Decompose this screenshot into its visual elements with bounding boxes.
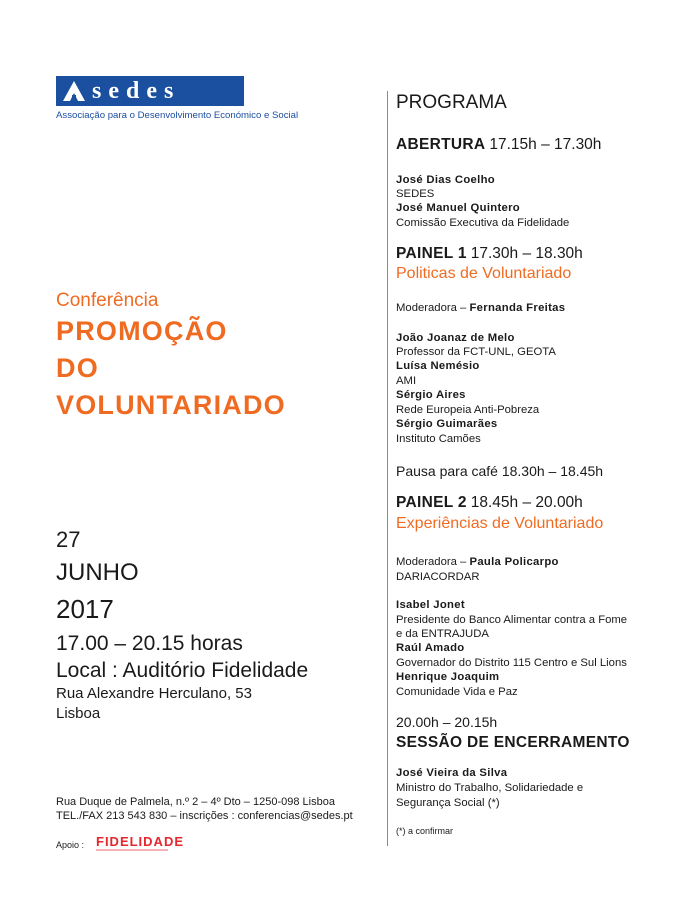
painel2-speaker-2-name: Raúl Amado: [396, 642, 465, 654]
logo-name: sedes: [92, 78, 181, 104]
encerramento-affiliation-line-1: Ministro do Trabalho, Solidariedade e: [396, 782, 584, 794]
event-time: 17.00 – 20.15 horas: [56, 632, 243, 655]
event-location: Local : Auditório Fidelidade: [56, 659, 309, 682]
painel2-speaker-3-affiliation: Comunidade Vida e Paz: [396, 686, 518, 698]
encerramento-title: SESSÃO DE ENCERRAMENTO: [396, 734, 630, 751]
painel1-speaker-4-name: Sérgio Guimarães: [396, 418, 498, 430]
footer-contact: TEL./FAX 213 543 830 – inscrições : conferencias@sedes.pt: [56, 810, 353, 822]
column-divider: [387, 91, 388, 846]
abertura-speaker-2-name: José Manuel Quintero: [396, 202, 521, 214]
confirmation-note: (*) a confirmar: [396, 826, 454, 836]
painel1-moderator-label: Moderadora –: [396, 302, 467, 314]
painel1-time: 17.30h – 18.30h: [470, 245, 583, 262]
painel1-subtitle: Politicas de Voluntariado: [396, 265, 572, 282]
event-city: Lisboa: [56, 705, 101, 722]
event-month: JUNHO: [56, 559, 139, 586]
event-year: 2017: [56, 594, 114, 624]
event-title-line-1: PROMOÇÃO: [56, 316, 228, 346]
sedes-emblem-icon: [62, 80, 86, 102]
apoio-label: Apoio :: [56, 840, 85, 850]
footer-address: Rua Duque de Palmela, n.º 2 – 4º Dto – 1250-098 Lisboa: [56, 796, 335, 808]
painel2-title: PAINEL 2: [396, 494, 467, 511]
logo-subtitle: Associação para o Desenvolvimento Económico e Social: [56, 110, 299, 121]
painel2-moderator: Paula Policarpo: [469, 556, 559, 568]
painel2-speaker-1-name: Isabel Jonet: [396, 599, 465, 611]
programa-heading: PROGRAMA: [396, 92, 507, 113]
painel2-subtitle: Experiências de Voluntariado: [396, 515, 604, 532]
painel2-moderator-label: Moderadora –: [396, 556, 467, 568]
abertura-title: ABERTURA: [396, 136, 486, 153]
abertura-speaker-1-name: José Dias Coelho: [396, 174, 495, 186]
abertura-header: [396, 136, 601, 154]
sedes-logo: [56, 76, 244, 106]
painel1-speaker-3-name: Sérgio Aires: [396, 389, 466, 401]
event-label: Conferência: [56, 290, 159, 311]
event-day: 27: [56, 527, 81, 552]
painel2-moderator-line: [396, 556, 559, 568]
fidelidade-logo: FIDELIDADE: [96, 834, 184, 849]
painel2-header: [396, 494, 583, 512]
painel1-speaker-3-affiliation: Rede Europeia Anti-Pobreza: [396, 404, 540, 416]
abertura-speaker-2-affiliation: Comissão Executiva da Fidelidade: [396, 217, 570, 229]
event-title-line-3: VOLUNTARIADO: [56, 390, 286, 420]
coffee-break: Pausa para café 18.30h – 18.45h: [396, 463, 604, 479]
painel1-moderator: Fernanda Freitas: [469, 302, 566, 314]
event-street: Rua Alexandre Herculano, 53: [56, 685, 252, 702]
painel1-speaker-4-affiliation: Instituto Camões: [396, 433, 481, 445]
encerramento-affiliation-line-2: Segurança Social (*): [396, 797, 500, 809]
painel1-moderator-line: [396, 302, 565, 314]
painel1-title: PAINEL 1: [396, 245, 467, 262]
painel1-header: [396, 245, 583, 263]
painel2-speaker-2-affiliation: Governador do Distrito 115 Centro e Sul Lions: [396, 657, 627, 669]
painel2-speaker-3-name: Henrique Joaquim: [396, 671, 500, 683]
painel2-moderator-affiliation: DARIACORDAR: [396, 571, 480, 583]
painel2-speaker-1-affiliation-line-1: Presidente do Banco Alimentar contra a Fome: [396, 614, 628, 626]
painel1-speaker-1-name: João Joanaz de Melo: [396, 332, 515, 344]
painel2-time: 18.45h – 20.00h: [470, 494, 583, 511]
painel2-speaker-1-affiliation-line-2: e da ENTRAJUDA: [396, 628, 489, 640]
painel1-speaker-2-affiliation: AMI: [396, 375, 417, 387]
painel1-speaker-1-affiliation: Professor da FCT-UNL, GEOTA: [396, 346, 556, 358]
encerramento-time: 20.00h – 20.15h: [396, 714, 498, 730]
event-title-line-2: DO: [56, 353, 99, 383]
encerramento-speaker-name: José Vieira da Silva: [396, 767, 508, 779]
abertura-speaker-1-affiliation: SEDES: [396, 188, 435, 200]
fidelidade-logo-underline: [96, 849, 168, 851]
abertura-time: 17.15h – 17.30h: [489, 136, 602, 153]
painel1-speaker-2-name: Luísa Nemésio: [396, 360, 480, 372]
